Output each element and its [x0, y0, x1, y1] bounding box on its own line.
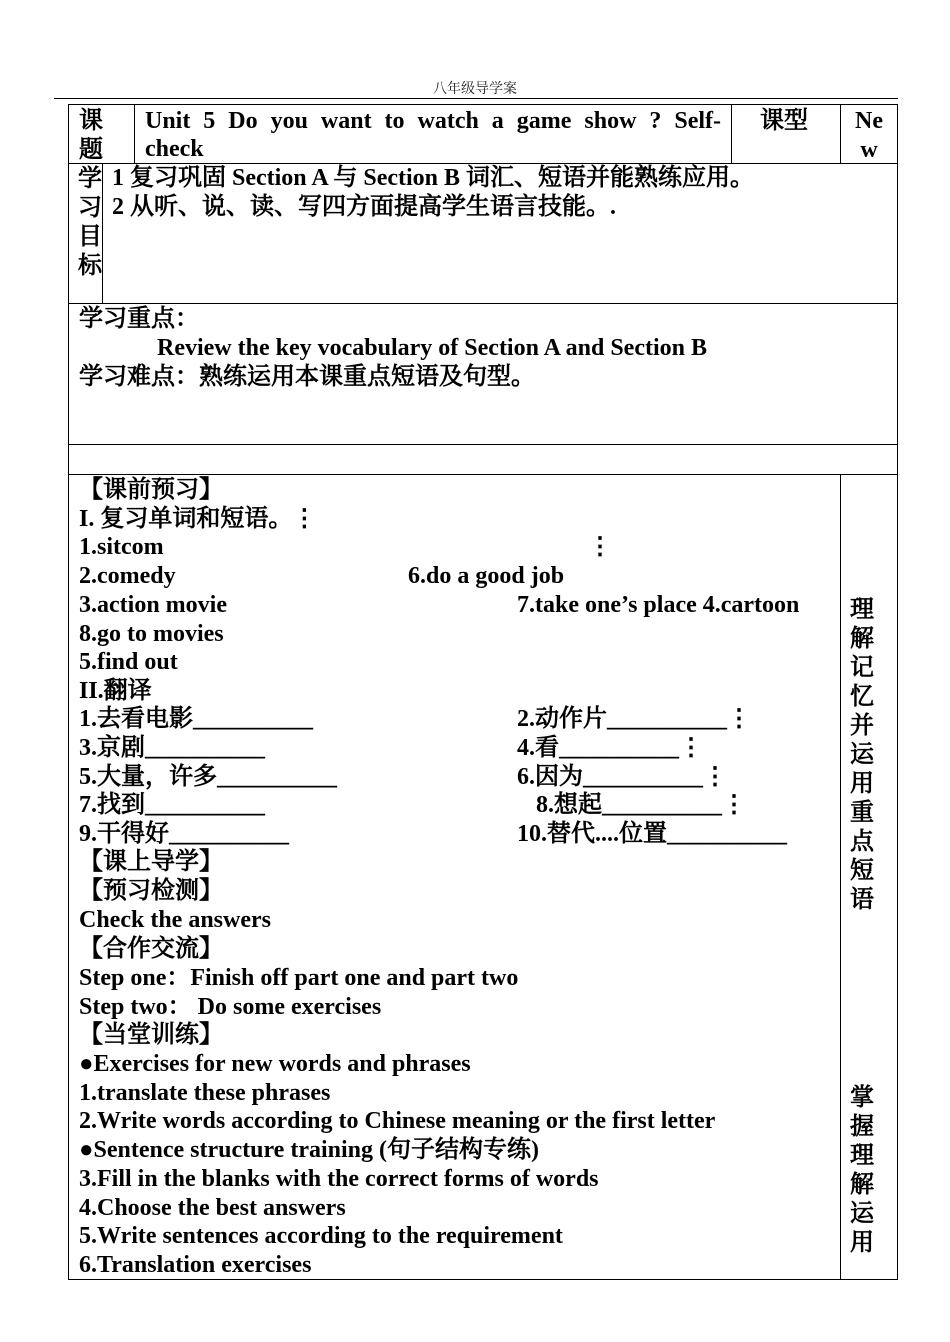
in-class-heading: 【课上导学】 [79, 849, 223, 875]
translation-item: 1.去看电影__________ [79, 706, 313, 732]
exercise-item: 3.Fill in the blanks with the correct forms of words [79, 1166, 599, 1192]
step-one: Step one：Finish off part one and part two [79, 965, 519, 991]
vocab-dots: ⋮ [588, 534, 612, 560]
key-points-label: 学习重点： [79, 306, 199, 332]
exercise-item: ●Sentence structure training (句子结构专练) [79, 1137, 539, 1163]
exercise-item: 6.Translation exercises [79, 1252, 312, 1278]
objective-item-1: 1 复习巩固 Section A 与 Section B 词汇、短语并能熟练应用。 [112, 165, 755, 191]
check-heading: 【预习检测】 [79, 878, 223, 904]
exercise-item: ●Exercises for new words and phrases [79, 1051, 471, 1077]
translation-item: 7.找到__________ [79, 792, 265, 818]
translation-section-heading: II.翻译 [79, 678, 152, 704]
unit-title: Unit 5 Do you want to watch a game show ? Self- [145, 108, 721, 134]
lesson-type-label: 课型 [760, 108, 808, 134]
side-note-memorize: 理解记忆并运用重点短语 [850, 597, 874, 913]
training-heading: 【当堂训练】 [79, 1022, 223, 1048]
preview-heading: 【课前预习】 [79, 477, 223, 503]
difficulty-text: 学习难点：熟练运用本课重点短语及句型。 [79, 364, 535, 390]
translation-item: 10.替代....位置__________ [517, 821, 787, 847]
vocab-item: 6.do a good job [408, 563, 565, 589]
translation-item: 2.动作片__________⋮ [517, 706, 751, 732]
page-header: 八年级导学案 [433, 81, 517, 97]
translation-item: 3.京剧__________ [79, 735, 265, 761]
unit-title-cont: check [145, 136, 204, 162]
side-note-master: 掌握理解运用 [850, 1085, 874, 1256]
objectives-label: 学 习 目 标 [78, 166, 102, 279]
cooperation-heading: 【合作交流】 [79, 936, 223, 962]
vocab-item: 5.find out [79, 649, 178, 675]
objective-item-2: 2 从听、说、读、写四方面提高学生语言技能。. [112, 194, 616, 220]
exercise-item: 5.Write sentences according to the requirement [79, 1223, 563, 1249]
title-label: 课 题 [79, 108, 103, 163]
lesson-type-value: Ne w [855, 108, 883, 163]
check-text: Check the answers [79, 907, 271, 933]
key-points-text: Review the key vocabulary of Section A and Section B [157, 335, 707, 361]
exercise-item: 1.translate these phrases [79, 1080, 331, 1106]
translation-item: 4.看__________⋮ [517, 735, 703, 761]
vocab-item: 1.sitcom [79, 534, 164, 560]
header-rule [54, 98, 898, 99]
translation-item: 5.大量，许多__________ [79, 764, 337, 790]
vocab-item: 8.go to movies [79, 621, 224, 647]
vocab-item: 2.comedy [79, 563, 176, 589]
exercise-item: 2.Write words according to Chinese meaning or the first letter [79, 1108, 716, 1134]
exercise-item: 4.Choose the best answers [79, 1195, 346, 1221]
translation-item: 8.想起__________⋮ [536, 792, 746, 818]
vocab-section-heading: I. 复习单词和短语。⋮ [79, 506, 317, 532]
translation-item: 6.因为__________⋮ [517, 764, 727, 790]
step-two: Step two： Do some exercises [79, 994, 382, 1020]
vocab-item: 3.action movie [79, 592, 227, 618]
vocab-item: 7.take one’s place 4.cartoon [517, 592, 800, 618]
translation-item: 9.干得好__________ [79, 821, 289, 847]
